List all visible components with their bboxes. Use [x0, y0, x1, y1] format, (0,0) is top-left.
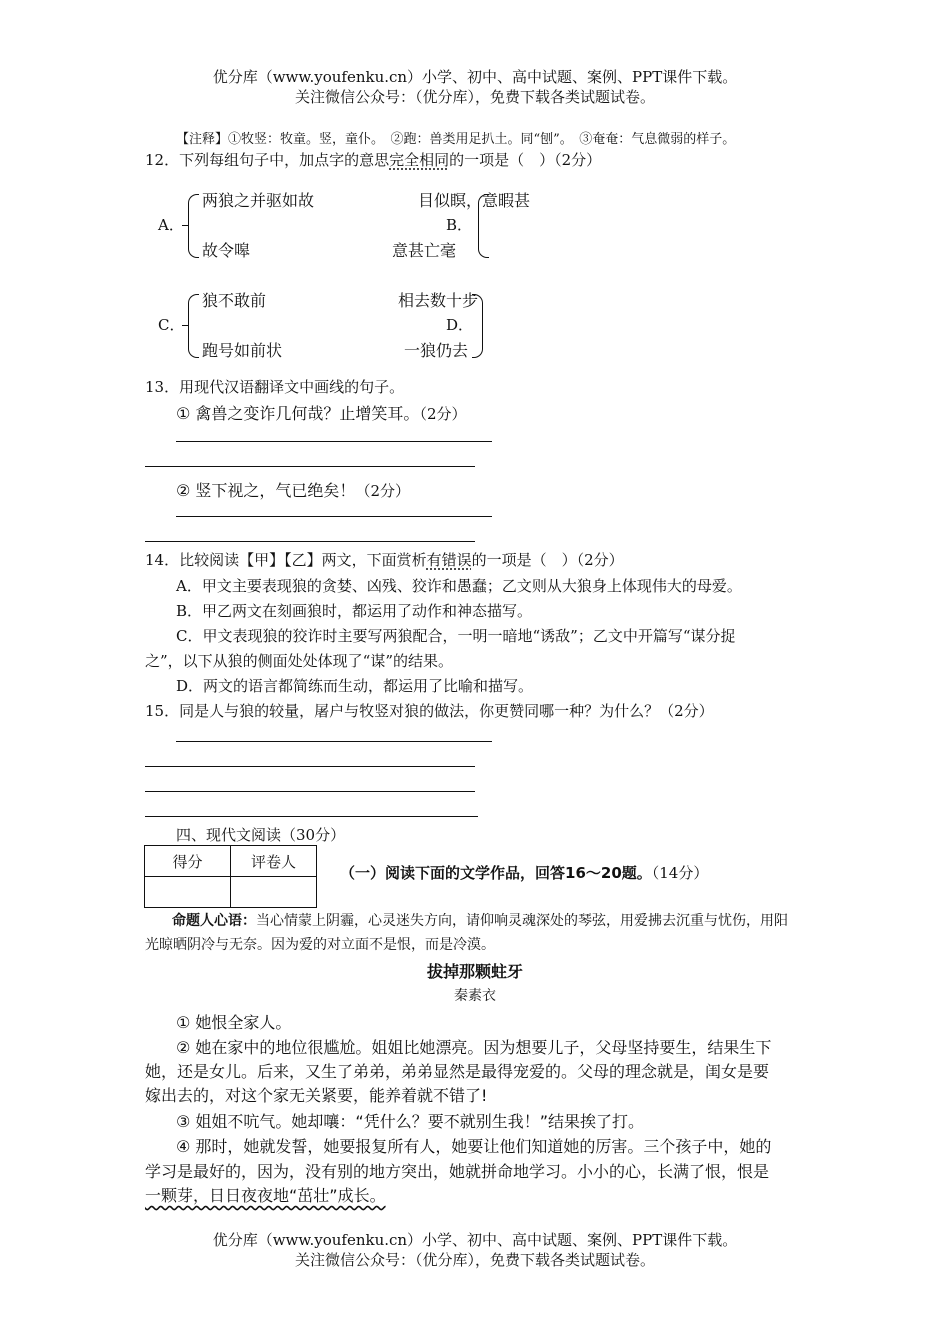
score-header-pingjuanren: 评卷人 — [231, 846, 317, 877]
footer-line-1: 优分库（www.youfenku.cn）小学、初中、高中试题、案例、PPT课件下载。 — [212, 1231, 738, 1249]
article-title: 拔掉那颗蛀牙 — [426, 962, 523, 981]
article-paragraph-4-line-1: ④ 那时，她就发誓，她要报复所有人，她要让他们知道她的厉害。三个孩子中，她的 — [176, 1137, 772, 1156]
footer-line-2: 关注微信公众号：（优分库），免费下载各类试题试卷。 — [294, 1251, 655, 1269]
q13-item-2-text: ② 竖下视之，气已绝矣！ — [176, 481, 356, 500]
q12-option-c-label: C． — [158, 316, 185, 334]
brace-a-tip — [182, 225, 188, 226]
answer-line[interactable] — [145, 816, 478, 817]
brace-d — [472, 294, 483, 358]
q13-item-1-score: （2分） — [419, 405, 467, 423]
answer-line[interactable] — [145, 541, 475, 542]
q15-stem: 15．同是人与狼的较量，屠户与牧竖对狼的做法，你更赞同哪一种？为什么？（2分） — [145, 702, 714, 720]
q14-stem-a: 14．比较阅读【甲】【乙】两文，下面赏析 — [145, 551, 427, 569]
q14-option-c-line-2: 之”，以下从狼的侧面处处体现了“谋”的结果。 — [145, 652, 454, 670]
brace-a — [188, 194, 199, 258]
article-paragraph-4-line-3-text: 一颗芽，日日夜夜地“茁壮”成长。 — [145, 1186, 386, 1205]
q12-stem-b: 的一项是（ ）（2分） — [449, 151, 602, 169]
q12-option-b-label: B． — [446, 216, 473, 234]
setter-note-label: 命题人心语： — [172, 913, 256, 929]
q13-item-2-score: （2分） — [355, 482, 410, 500]
q14-stem-dotted: 有错误 — [426, 551, 472, 569]
q14-option-b: B．甲乙两文在刻画狼时，都运用了动作和神态描写。 — [176, 602, 533, 620]
part-1-score: （14分） — [651, 864, 709, 882]
q12-option-b-bottom: 意甚亡毫 — [392, 241, 457, 260]
q14-option-d: D．两文的语言都简练而生动，都运用了比喻和描写。 — [176, 677, 534, 695]
q14-stem — [145, 549, 624, 570]
q13-stem: 13．用现代汉语翻译文中画线的句子。 — [145, 378, 405, 396]
setter-note-line-2: 光晾晒阴冷与无奈。因为爱的对立面不是恨，而是冷漠。 — [145, 937, 495, 953]
answer-line[interactable] — [176, 441, 492, 442]
q12-option-a-bottom: 故令嗥 — [202, 241, 251, 260]
score-cell[interactable] — [231, 877, 317, 908]
article-paragraph-4-line-2-text: 学习是最好的，因为，没有别的地方突出，她就拼命地学习。小小的心，长满了恨，恨是 — [145, 1162, 770, 1181]
q12-stem-a: 12．下列每组句子中，加点字的意思 — [145, 151, 390, 169]
answer-line[interactable] — [145, 466, 475, 467]
q13-item-2 — [176, 478, 410, 501]
q12-option-a-top: 两狼之并驱如故 — [202, 191, 315, 210]
article-paragraph-4-line-3 — [145, 1183, 386, 1206]
score-cell[interactable] — [145, 877, 231, 908]
q14-stem-b: 的一项是（ ）（2分） — [471, 551, 624, 569]
article-paragraph-4-line-2 — [145, 1159, 769, 1182]
article-paragraph-1: ① 她恨全家人。 — [176, 1013, 292, 1032]
q13-item-1-text: ① 禽兽之变诈几何哉？止增笑耳。 — [176, 404, 420, 423]
header-line-1: 优分库（www.youfenku.cn）小学、初中、高中试题、案例、PPT课件下载。 — [212, 68, 738, 86]
q12-stem-dotted: 完全相同 — [389, 151, 450, 169]
score-table — [144, 845, 317, 908]
q14-option-a: A．甲文主要表现狼的贪婪、凶残、狡诈和愚蠢；乙文则从大狼身上体现伟大的母爱。 — [176, 577, 742, 595]
part-1-heading — [340, 862, 708, 883]
q12-option-c-bottom: 跑号如前状 — [202, 341, 283, 360]
score-header-defen: 得分 — [145, 846, 231, 877]
header-line-2: 关注微信公众号：（优分库），免费下载各类试题试卷。 — [294, 88, 655, 106]
brace-c-tip — [182, 325, 188, 326]
setter-note-line-1 — [172, 910, 788, 930]
q12-stem — [145, 149, 601, 170]
answer-line[interactable] — [176, 516, 492, 517]
answer-line[interactable] — [176, 741, 492, 742]
q13-item-1 — [176, 401, 466, 424]
article-paragraph-3: ③ 姐姐不吭气。她却嚷：“凭什么？要不就别生我！”结果挨了打。 — [176, 1112, 645, 1131]
q12-option-b-top: 目似瞑，意暇甚 — [418, 191, 531, 210]
q12-option-d-label: D． — [446, 316, 474, 334]
article-author: 秦素衣 — [454, 988, 496, 1004]
article-paragraph-2-line-2: 她，还是女儿。后来，又生了弟弟，弟弟显然是最得宠爱的。父母的理念就是，闺女是要 — [145, 1062, 770, 1081]
answer-line[interactable] — [145, 766, 475, 767]
part-1-text: （一）阅读下面的文学作品，回答16～20题。 — [340, 864, 652, 882]
q12-option-d-bottom: 一狼仍去 — [404, 341, 469, 360]
q14-option-c-line-1: C．甲文表现狼的狡诈时主要写两狼配合，一明一暗地“诱敌”；乙文中开篇写“谋分捉 — [176, 627, 736, 645]
section-4-title: 四、现代文阅读（30分） — [176, 826, 346, 844]
brace-b — [478, 194, 489, 258]
q12-option-a-label: A． — [158, 216, 184, 234]
article-paragraph-2-line-1: ② 她在家中的地位很尴尬。姐姐比她漂亮。因为想要儿子，父母坚持要生，结果生下 — [176, 1038, 772, 1057]
q12-option-c-top: 狼不敢前 — [202, 291, 267, 310]
brace-c — [188, 294, 199, 358]
q12-option-d-top: 相去数十步 — [398, 291, 479, 310]
answer-line[interactable] — [145, 791, 475, 792]
annotation-note: 【注释】①牧竖：牧童。竖，童仆。 ②跑：兽类用足扒土。同“刨”。 ③奄奄：气息微弱的样子。 — [176, 132, 736, 147]
setter-note-text-1: 当心情蒙上阴霾，心灵迷失方向，请仰响灵魂深处的琴弦，用爱拂去沉重与忧伤，用阳 — [256, 913, 788, 929]
article-paragraph-2-line-3: 嫁出去的，对这个家无关紧要，能养着就不错了! — [145, 1086, 488, 1105]
